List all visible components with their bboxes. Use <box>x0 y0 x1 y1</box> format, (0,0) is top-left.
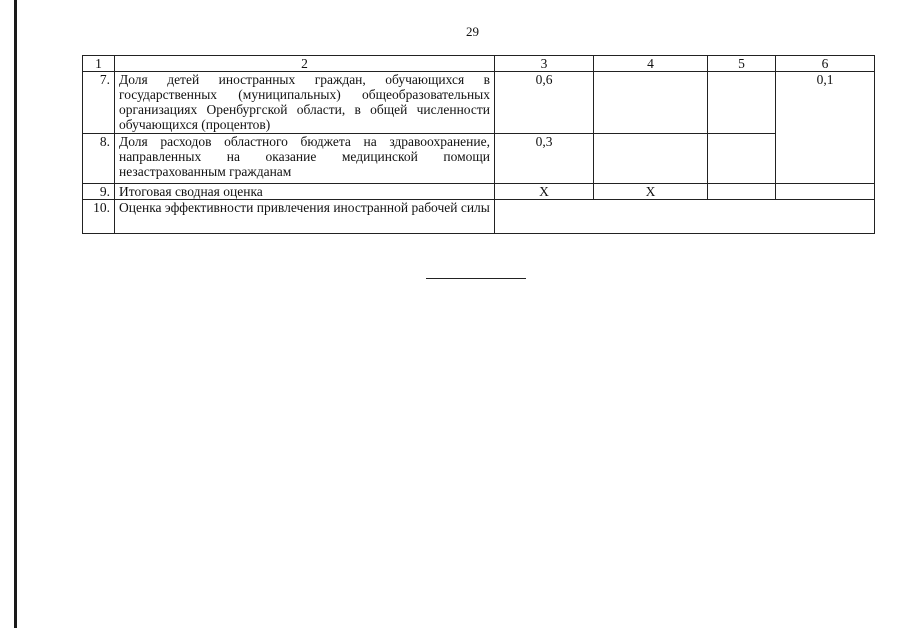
row-value-col5 <box>708 134 776 184</box>
header-col-1: 1 <box>83 56 115 72</box>
row-value-col3: 0,6 <box>495 72 594 134</box>
scan-left-edge <box>14 0 17 628</box>
header-col-4: 4 <box>594 56 708 72</box>
header-col-3: 3 <box>495 56 594 72</box>
end-divider-line <box>426 278 526 279</box>
row-description: Доля детей иностранных граждан, обучающихся в государственных (муниципальных) общеобразовательных организациях Оренбургской области, в общей численности обучающихся (процентов) <box>115 72 495 134</box>
row-description: Оценка эффективности привлечения иностранной рабочей силы <box>115 200 495 234</box>
header-col-2: 2 <box>115 56 495 72</box>
row-number: 9. <box>83 184 115 200</box>
row-value-col4 <box>594 72 708 134</box>
row-value-col6-shared: 0,1 <box>776 72 875 184</box>
row-description: Доля расходов областного бюджета на здравоохранение, направленных на оказание медицинской помощи незастрахованным гражданам <box>115 134 495 184</box>
row-value-col3: 0,3 <box>495 134 594 184</box>
table-row <box>83 200 875 234</box>
row-number: 7. <box>83 72 115 134</box>
table-row <box>83 134 875 184</box>
header-col-6: 6 <box>776 56 875 72</box>
row-description: Итоговая сводная оценка <box>115 184 495 200</box>
row-value-col5 <box>708 184 776 200</box>
row-number: 10. <box>83 200 115 234</box>
page-number: 29 <box>466 24 479 39</box>
row-value-col6 <box>776 184 875 200</box>
table-header-row <box>83 56 875 72</box>
row-value-col4 <box>594 134 708 184</box>
indicator-table <box>82 55 875 234</box>
row-value-col5 <box>708 72 776 134</box>
row-value-col3: Х <box>495 184 594 200</box>
table-row <box>83 184 875 200</box>
row-number: 8. <box>83 134 115 184</box>
row-merged-value <box>495 200 875 234</box>
row-value-col4: Х <box>594 184 708 200</box>
header-col-5: 5 <box>708 56 776 72</box>
table-row <box>83 72 875 134</box>
